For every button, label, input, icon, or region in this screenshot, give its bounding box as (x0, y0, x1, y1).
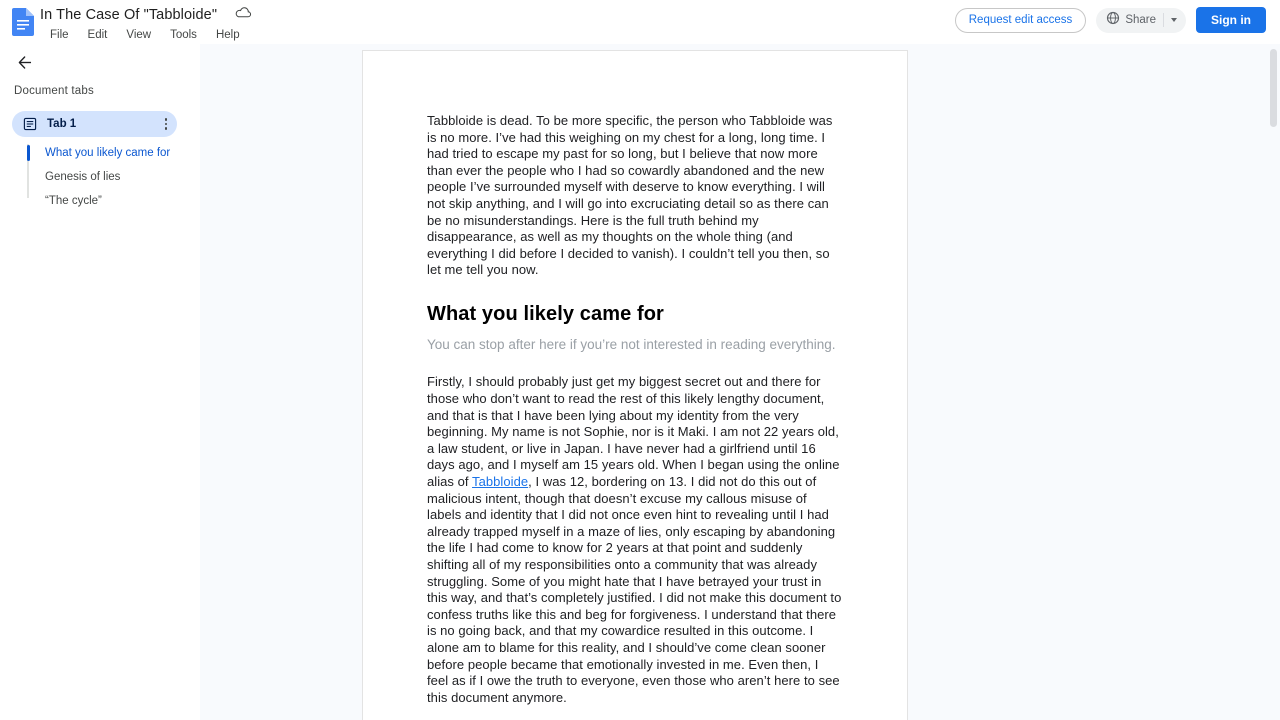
cloud-saved-icon[interactable] (235, 6, 252, 25)
title-block (40, 6, 252, 42)
request-edit-access-button[interactable]: Request edit access (955, 8, 1087, 33)
menu-item-help[interactable]: Help (215, 29, 240, 41)
document-tab-icon (23, 117, 37, 131)
document-tabs-heading: Document tabs (14, 85, 94, 97)
menu-item-file[interactable]: File (50, 29, 69, 41)
tab-outline-list (27, 141, 187, 213)
share-label: Share (1125, 14, 1156, 26)
more-vertical-icon[interactable] (165, 118, 168, 130)
menu-item-tools[interactable]: Tools (170, 29, 197, 41)
document-tabs-sidebar (0, 44, 200, 720)
document-canvas[interactable] (200, 44, 1280, 720)
menu-item-view[interactable]: View (126, 29, 152, 41)
scrollbar-thumb[interactable] (1270, 49, 1277, 127)
outline-item-genesis-of-lies[interactable]: Genesis of lies (45, 171, 121, 183)
heading-subtitle: You can stop after here if you’re not interested in reading everything. (427, 336, 836, 352)
outline-item-what-you-likely-came-for[interactable]: What you likely came for (27, 141, 187, 165)
sidebar-item-label: Tab 1 (47, 118, 77, 130)
paragraph-intro: Tabbloide is dead. To be more specific, the person who Tabbloide was is no more. I’ve had this weighing on my chest for a long, long time. I had tried to escape my past for so long, but I believe that now more than ever the people who I had so cowardly abandoned and the new people I’ve surrounded myself with deserve to know everything. I will not skip anything, and I will go into excruciating detail so as there can be no misunderstandings. Here is the full truth behind my disappearance, as well as my thoughts on the whole thing (and everything I did before I decided to vanish). I couldn’t tell you then, so let me tell you now. (427, 113, 833, 278)
tabbloide-link[interactable]: Tabbloide (472, 474, 529, 489)
share-divider (1163, 13, 1164, 27)
top-bar (0, 0, 1280, 44)
heading-what-you-likely-came-for: What you likely came for (427, 302, 664, 325)
paragraph-body-part-1: Firstly, I should probably just get my biggest secret out and there for those who don’t want to read the rest of this likely lengthy document, and that is that I have been lying about my identity from the very beginning. My name is not Sophie, nor is it Maki. I am not 22 years old, a law student, or live in Japan. I have never had a girlfriend until 16 days ago, and I myself am 15 years old. When I began using the online alias of (427, 374, 840, 489)
page-title[interactable]: In The Case Of "Tabbloide" (40, 7, 218, 23)
top-actions (955, 7, 1266, 33)
document-page (362, 50, 908, 720)
outline-item-the-cycle[interactable]: “The cycle” (45, 195, 102, 207)
sign-in-button[interactable]: Sign in (1196, 7, 1266, 33)
paragraph-body (427, 374, 843, 706)
chevron-down-icon[interactable] (1171, 18, 1177, 22)
google-docs-icon[interactable] (12, 8, 34, 36)
menu-bar (40, 28, 252, 42)
menu-item-edit[interactable]: Edit (87, 29, 108, 41)
sidebar-item-tab-1[interactable] (12, 111, 177, 137)
vertical-scrollbar[interactable] (1268, 44, 1280, 720)
paragraph-body-part-2: , I was 12, bordering on 13. I did not do this out of malicious intent, though that doesn’t excuse my callous misuse of labels and identity that I did not once even hint to revealing until I had already trapped myself in a maze of lies, only escaping by abandoning the life I had come to know for 2 years at that point and suddenly shifting all of my responsibilities onto a community that was already struggling. Some of you might hate that I have betrayed your trust in this way, and that’s completely justified. I did not make this document to confess truths like this and beg for forgiveness. I understand that there is no going back, and that my cowardice resulted in this outcome. I alone am to blame for this reality, and I should’ve come clean sooner before people became that emotionally invested in me. Even then, I feel as if I owe the truth to everyone, even those who aren’t here to see this document anymore. (427, 474, 842, 705)
globe-icon (1106, 11, 1120, 30)
share-button[interactable] (1096, 8, 1186, 33)
back-arrow-icon[interactable] (13, 50, 37, 74)
